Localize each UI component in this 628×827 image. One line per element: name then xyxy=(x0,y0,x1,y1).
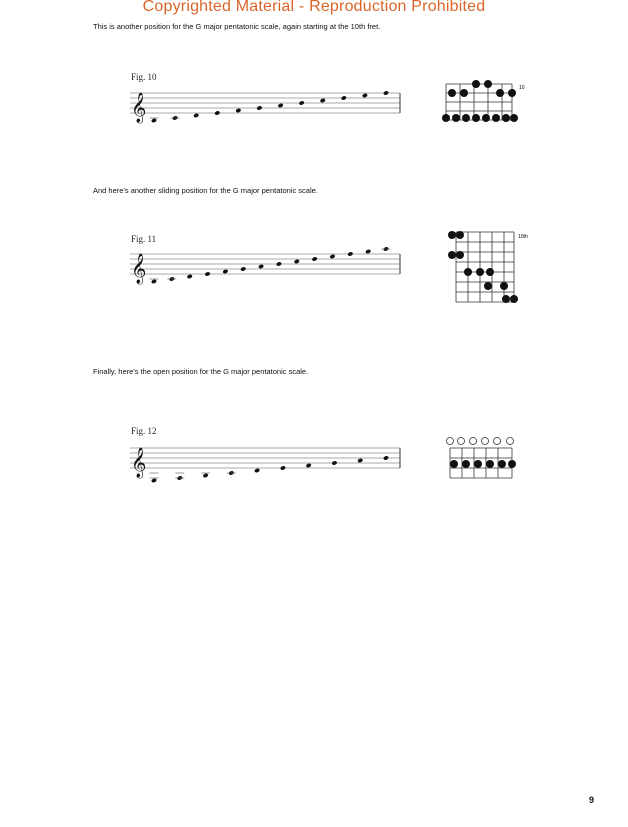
staff-fig11 xyxy=(128,246,408,291)
figure-label-fig10: Fig. 10 xyxy=(131,72,157,82)
figure-label-fig11: Fig. 11 xyxy=(131,234,157,244)
note-head xyxy=(258,264,264,269)
fret-label-fig10: 10 xyxy=(519,85,525,91)
note-head xyxy=(347,251,353,256)
note-head xyxy=(383,455,389,460)
paragraph-fig12: Finally, here's the open position for the G major pentatonic scale. xyxy=(93,367,309,376)
note-head xyxy=(306,463,312,468)
figure-label-fig12: Fig. 12 xyxy=(131,426,157,436)
note-head xyxy=(277,103,283,108)
copyright-banner: Copyrighted Material - Reproduction Prohibited xyxy=(142,0,486,15)
staff-fig10 xyxy=(128,85,408,130)
treble-clef-icon: 𝄞 xyxy=(131,254,147,284)
fretboard-diagram-fig11 xyxy=(442,228,532,308)
note-head xyxy=(383,90,389,95)
note-head xyxy=(341,95,347,100)
treble-clef-icon: 𝄞 xyxy=(131,448,147,478)
note-head xyxy=(222,269,228,274)
note-head xyxy=(204,271,210,276)
note-head xyxy=(193,113,199,118)
note-head xyxy=(294,259,300,264)
page-number: 9 xyxy=(588,795,594,805)
note-head xyxy=(151,478,157,483)
note-head xyxy=(357,458,363,463)
note-head xyxy=(240,266,246,271)
note-head xyxy=(299,100,305,105)
paragraph-fig11: And here's another sliding position for the G major pentatonic scale. xyxy=(93,186,318,195)
note-head xyxy=(151,279,157,284)
fretboard-diagram-fig12 xyxy=(442,436,532,486)
note-head xyxy=(365,249,371,254)
note-head xyxy=(312,256,318,261)
note-head xyxy=(256,105,262,110)
note-head xyxy=(362,93,368,98)
note-head xyxy=(235,108,241,113)
note-head xyxy=(276,261,282,266)
note-head xyxy=(187,274,193,279)
note-head xyxy=(320,98,326,103)
note-head xyxy=(331,460,337,465)
note-head xyxy=(214,110,220,115)
note-head xyxy=(151,118,157,123)
note-head xyxy=(254,468,260,473)
paragraph-fig10: This is another position for the G major pentatonic scale, again starting at the 10th fret. xyxy=(93,22,381,31)
staff-fig12 xyxy=(128,440,408,495)
note-head xyxy=(202,473,208,478)
treble-clef-icon: 𝄞 xyxy=(131,93,147,123)
note-head xyxy=(280,465,286,470)
note-head xyxy=(329,254,335,259)
fret-label-fig11: 10th xyxy=(518,234,528,240)
fretboard-diagram-fig10 xyxy=(442,78,532,128)
